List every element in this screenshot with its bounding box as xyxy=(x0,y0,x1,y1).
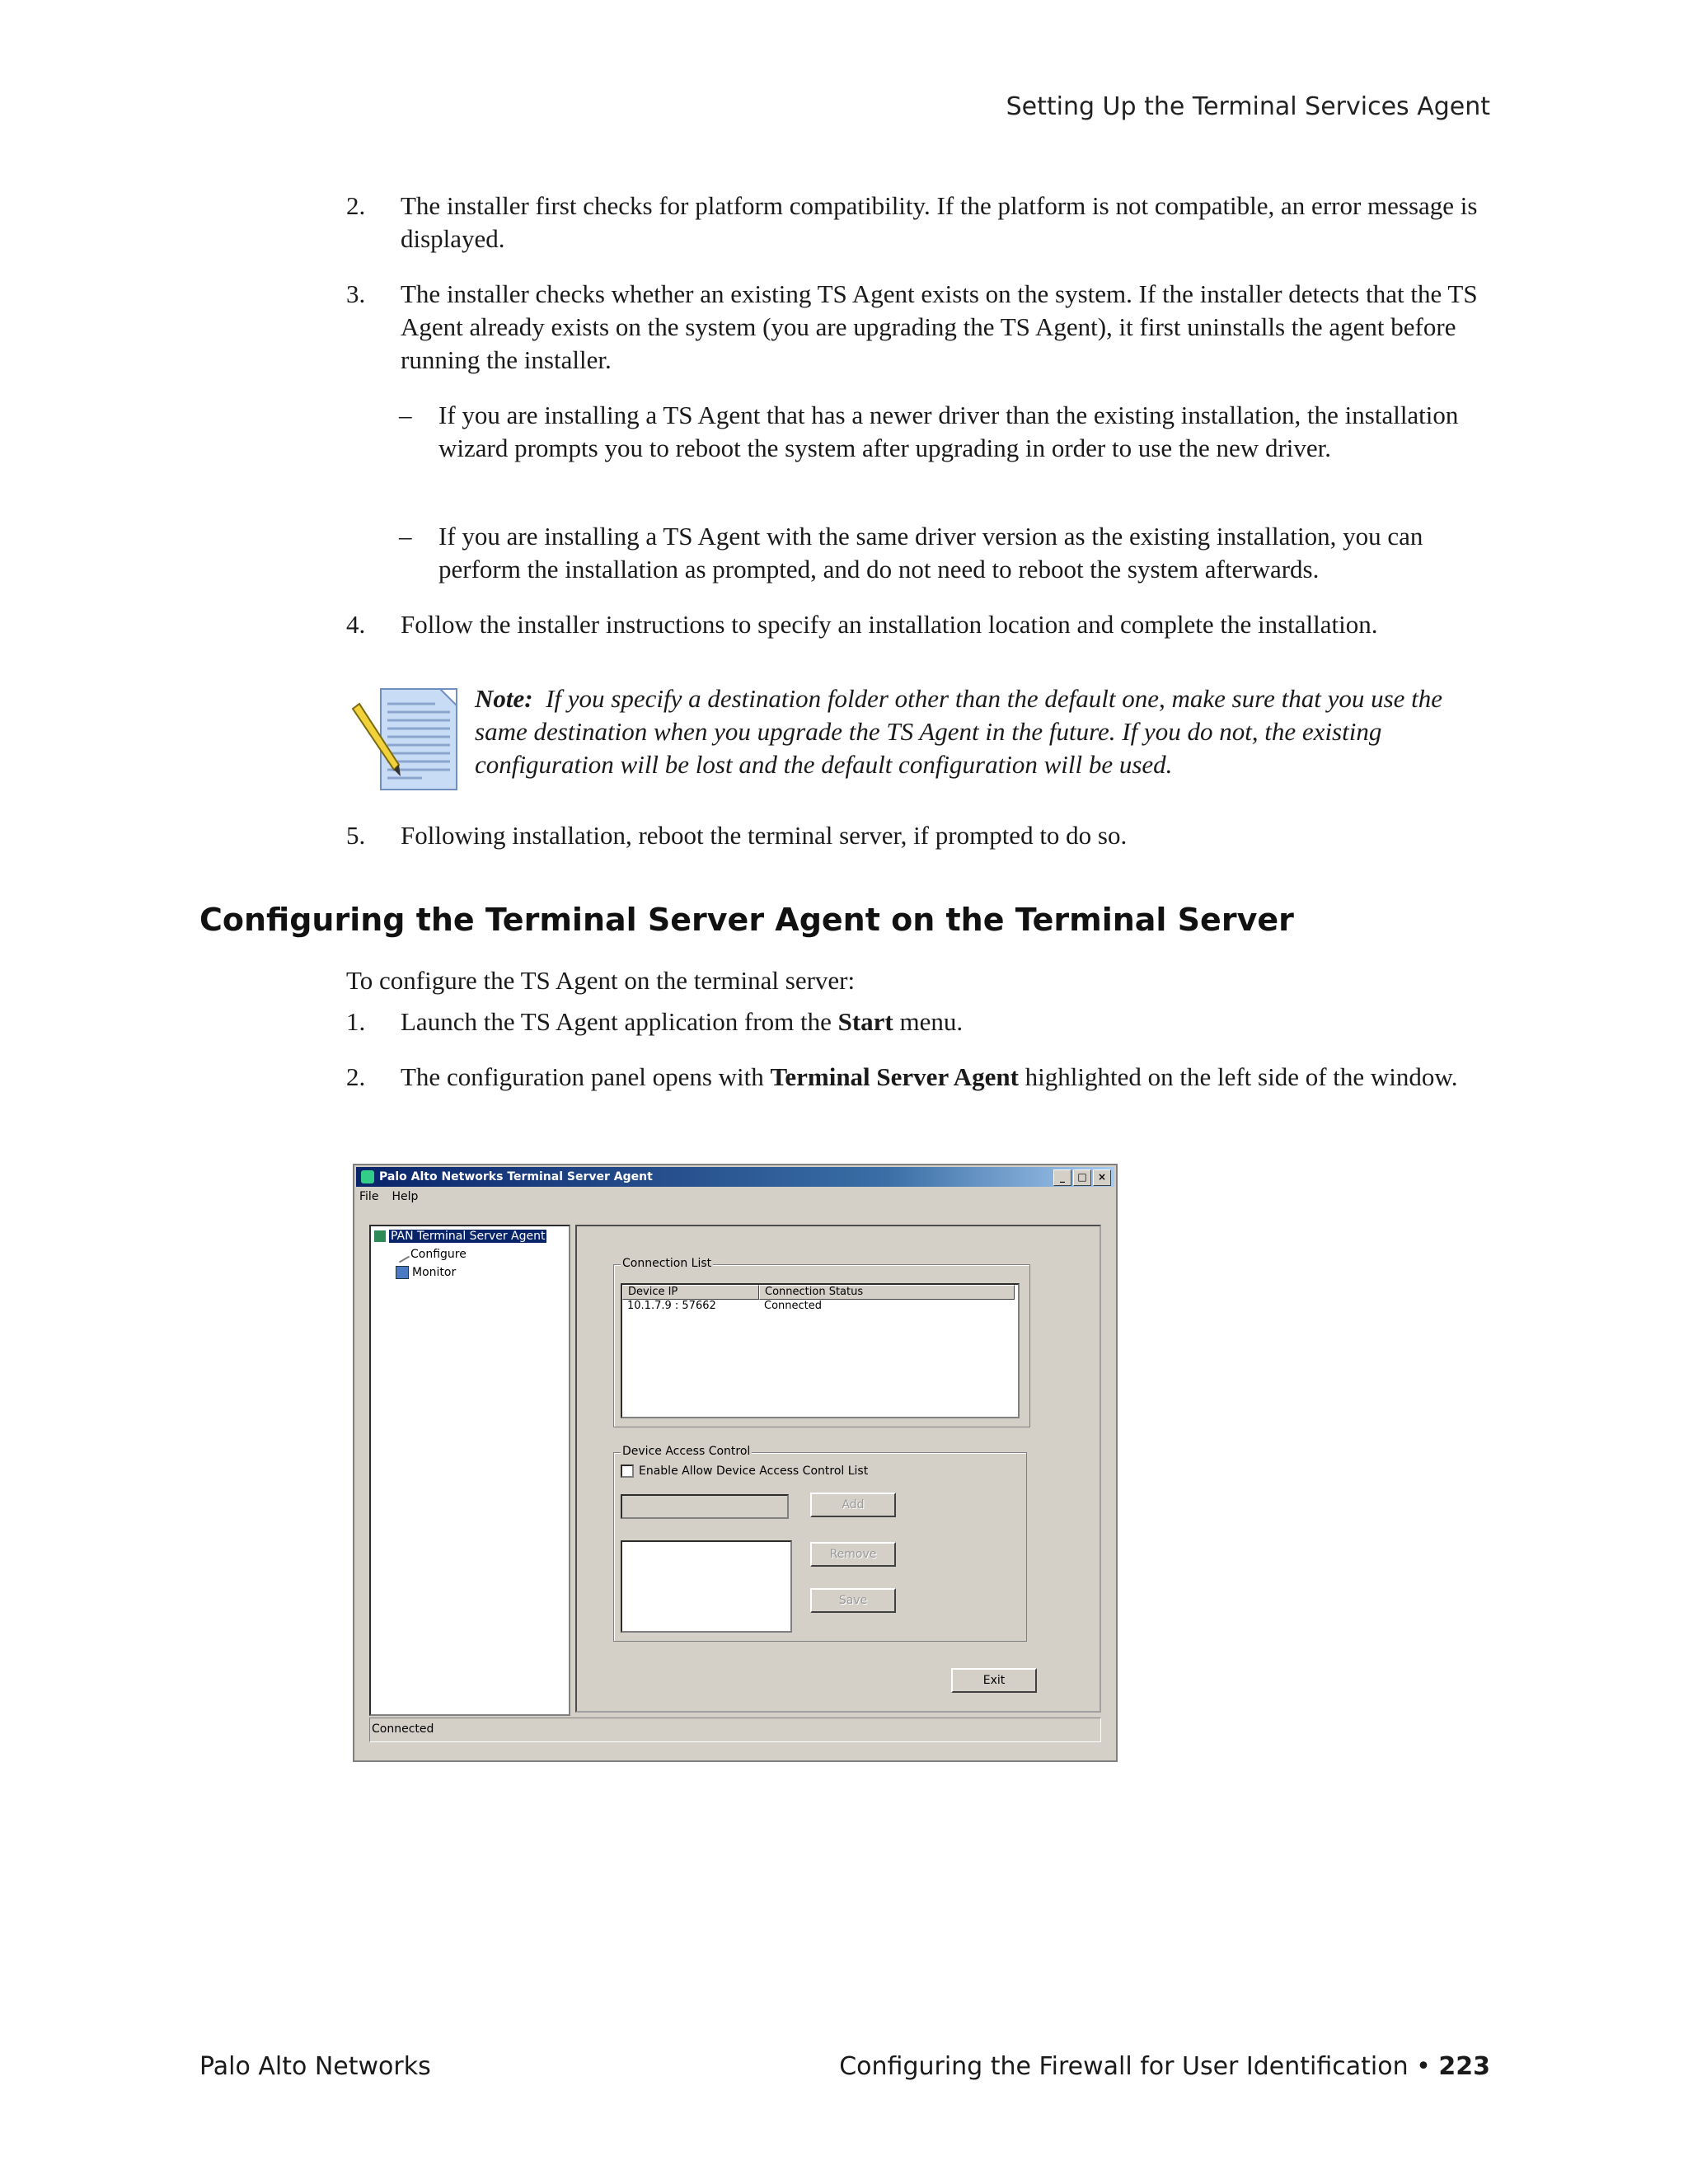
step-text: The installer first checks for platform compatibility. If the platform is not compatible, an error message is displayed. xyxy=(401,191,1478,253)
step-number: 2. xyxy=(346,1062,366,1091)
checkbox-square[interactable] xyxy=(621,1465,634,1478)
intro-text: To configure the TS Agent on the terminal server: xyxy=(346,966,856,995)
note-body: If you specify a destination folder other than the default one, make sure that you use the same destination when you upgrade the TS Agent in the future. If you do not, the existing configuration will be lost and the default configuration will be used. xyxy=(475,684,1443,779)
tree-item-monitor[interactable] xyxy=(396,1266,456,1279)
menu-help[interactable]: Help xyxy=(392,1190,419,1203)
footer-chapter-title: Configuring the Firewall for User Identification • xyxy=(839,2052,1439,2081)
menu-file[interactable]: File xyxy=(359,1190,379,1203)
note-pad-icon xyxy=(348,686,463,793)
group-legend: Device Access Control xyxy=(622,1445,751,1458)
column-device-ip[interactable]: Device IP xyxy=(622,1285,759,1300)
connection-list[interactable] xyxy=(621,1283,1020,1418)
window-controls xyxy=(1053,1169,1111,1186)
dash-marker: – xyxy=(399,401,412,429)
dash-marker: – xyxy=(399,522,412,551)
bold-term: Start xyxy=(837,1007,893,1036)
tree-label: PAN Terminal Server Agent xyxy=(391,1230,546,1243)
menubar xyxy=(359,1190,418,1203)
app-icon xyxy=(361,1170,374,1183)
step-4 xyxy=(346,608,1492,641)
config-pane xyxy=(575,1225,1101,1713)
text-run: highlighted on the left side of the window. xyxy=(1018,1062,1458,1091)
enable-acl-checkbox[interactable] xyxy=(621,1465,868,1478)
tree-pane xyxy=(369,1225,570,1716)
group-legend: Connection List xyxy=(622,1257,712,1270)
step-3 xyxy=(346,278,1492,377)
maximize-icon[interactable]: □ xyxy=(1073,1169,1091,1186)
connection-list-group xyxy=(613,1257,1030,1427)
tree-item-root[interactable] xyxy=(374,1230,546,1243)
note-label: Note: xyxy=(475,684,533,713)
step-2 xyxy=(346,190,1492,255)
device-access-control-group xyxy=(613,1445,1027,1642)
list-header xyxy=(622,1285,1018,1300)
column-connection-status[interactable]: Connection Status xyxy=(759,1285,1015,1300)
step-text xyxy=(401,1005,1492,1038)
monitor-icon xyxy=(396,1266,409,1279)
step-number: 2. xyxy=(346,191,366,220)
sub-item-newer-driver xyxy=(399,399,1487,465)
sub-item-same-driver xyxy=(399,520,1487,586)
tree-label: Configure xyxy=(410,1248,467,1261)
step-number: 3. xyxy=(346,279,366,308)
sub-item-text: If you are installing a TS Agent with the same driver version as the existing installation, you can perform the installation as prompted, and do not need to reboot the system afterwards. xyxy=(438,522,1423,583)
footer-company: Palo Alto Networks xyxy=(199,2052,431,2081)
step-text: Following installation, reboot the terminal server, if prompted to do so. xyxy=(401,821,1128,850)
close-icon[interactable]: × xyxy=(1093,1169,1111,1186)
config-step-1 xyxy=(346,1005,1492,1038)
device-input[interactable] xyxy=(621,1494,789,1519)
window-title: Palo Alto Networks Terminal Server Agent xyxy=(379,1170,653,1183)
config-step-2 xyxy=(346,1061,1492,1094)
step-number: 4. xyxy=(346,610,366,639)
cell-device-ip: 10.1.7.9 : 57662 xyxy=(627,1300,716,1312)
page-number: 223 xyxy=(1438,2052,1490,2081)
text-run: menu. xyxy=(893,1007,964,1036)
note-text xyxy=(475,682,1447,781)
table-row[interactable] xyxy=(622,1300,1018,1313)
agent-icon xyxy=(374,1230,386,1242)
text-run: Launch the TS Agent application from the xyxy=(401,1007,838,1036)
add-button[interactable]: Add xyxy=(810,1493,896,1517)
cell-connection-status: Connected xyxy=(764,1300,823,1312)
text-run: The configuration panel opens with xyxy=(401,1062,771,1091)
section-heading: Configuring the Terminal Server Agent on the Terminal Server xyxy=(199,902,1294,938)
minimize-icon[interactable]: _ xyxy=(1053,1169,1071,1186)
window-titlebar xyxy=(356,1167,1114,1187)
save-button[interactable]: Save xyxy=(810,1588,896,1613)
exit-button[interactable]: Exit xyxy=(951,1668,1037,1693)
step-number: 1. xyxy=(346,1007,366,1036)
step-text: The installer checks whether an existing TS Agent exists on the system. If the installer detects that the TS Agent already exists on the system (you are upgrading the TS Agent), it first uninstalls the agent before running the installer. xyxy=(401,279,1478,374)
step-text xyxy=(401,1061,1492,1094)
wrench-icon xyxy=(393,1246,410,1263)
step-number: 5. xyxy=(346,821,366,850)
step-text: Follow the installer instructions to specify an installation location and complete the installation. xyxy=(401,610,1378,639)
bold-term: Terminal Server Agent xyxy=(770,1062,1019,1091)
status-bar: Connected xyxy=(369,1718,1101,1742)
footer-chapter xyxy=(839,2052,1490,2081)
tree-label: Monitor xyxy=(412,1266,457,1279)
device-list[interactable] xyxy=(621,1540,792,1633)
remove-button[interactable]: Remove xyxy=(810,1542,896,1567)
checkbox-label: Enable Allow Device Access Control List xyxy=(639,1465,869,1478)
ts-agent-window xyxy=(353,1164,1118,1762)
tree-item-configure[interactable] xyxy=(396,1248,467,1261)
step-5 xyxy=(346,819,1492,852)
running-head: Setting Up the Terminal Services Agent xyxy=(1006,92,1490,121)
sub-item-text: If you are installing a TS Agent that has a newer driver than the existing installation, the installation wizard prompts you to reboot the system after upgrading in order to use the new driver. xyxy=(438,401,1459,462)
